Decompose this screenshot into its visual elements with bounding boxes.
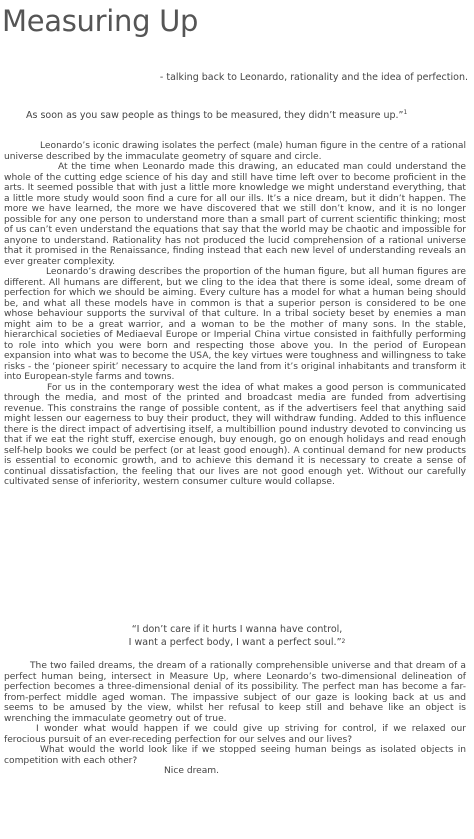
page-title: Measuring Up [2, 4, 199, 38]
paragraph: What would the world look like if we stopped seeing human beings as isolated objects in competition with each other? [4, 745, 466, 766]
paragraph: I wonder what would happen if we could give up striving for control, if we relaxed our ferocious pursuit of an ever-receding perfection for our selves and our lives? [4, 724, 466, 745]
lyric-line-2 [0, 637, 474, 650]
lyric-quote [0, 624, 474, 649]
footnote-marker: 1 [403, 109, 408, 116]
paragraph: At the time when Leonardo made this drawing, an educated man could understand the whole of the cutting edge science of his day and still have time left over to become proficient in the arts. It seemed possible that with just a little more knowledge we might understand everything, that a little more study would soon find a cure for all our ills. It’s a nice dream, but it didn’t happen. The more we have learned, the more we have discovered that we still don’t know, and it is no longer possible for any one person to understand more than a small part of current scientific thinking; most of us can’t even understand the equations that say that the world may be chaotic and impossible for anyone to understand. Rationality has not produced the lucid comprehension of a rational universe that it promised in the Renaissance, finding instead that each new level of understanding reveals an ever greater complexity. [4, 162, 466, 267]
opening-quote [26, 110, 407, 121]
paragraph: The two failed dreams, the dream of a rationally comprehensible universe and that dream of a perfect human being, intersect in Measure Up, where Leonardo’s two-dimensional delineation of perfection becomes a three-dimensional denial of its possibility. The perfect man has become a far-from-perfect middle aged woman. The impassive subject of our gaze is looking back at us and seems to be amused by the view, whilst her refusal to keep still and behave like an object is wrenching the immaculate geometry out of true. [4, 661, 466, 724]
lyric-line: “I don’t care if it hurts I wanna have control, [131, 624, 343, 635]
opening-quote-text: As soon as you saw people as things to be measured, they didn’t measure up.” [26, 110, 404, 121]
essay-closing [4, 661, 466, 777]
paragraph: Leonardo’s iconic drawing isolates the perfect (male) human figure in the centre of a rational universe described by the immaculate geometry of square and circle. [4, 141, 466, 162]
paragraph: For us in the contemporary west the idea of what makes a good person is communicated through the media, and most of the printed and broadcast media are funded from advertising revenue. This constrains the range of possible content, as if the advertisers feel that anything said might lessen our eagerness to buy their product, they will withdraw funding. Added to this influence there is the direct impact of advertising itself, a multibillion pound industry devoted to convincing us that if we eat the right stuff, exercise enough, buy enough, go on enough holidays and read enough self-help books we could be perfect (or at least good enough). A continual demand for new products is essential to economic growth, and to achieve this demand it is necessary to create a sense of continual dissatisfaction, the feeling that our lives are not good enough yet. Without our carefully cultivated sense of inferiority, western consumer culture would collapse. [4, 382, 466, 487]
subtitle: - talking back to Leonardo, rationality and the idea of perfection. [159, 72, 468, 83]
closing-line: Nice dream. [164, 766, 220, 776]
essay-body [4, 141, 466, 488]
footnote-marker: 2 [341, 637, 346, 645]
paragraph: Leonardo’s drawing describes the proportion of the human figure, but all human figures are different. All humans are different, but we cling to the idea that there is some ideal, some dream of perfection for which we should be aiming. Every culture has a model for what a human being should be, and what all these models have in common is that a superior person is considered to be one whose behaviour supports the survival of that culture. In a tribal society beset by enemies a man might aim to be a great warrior, and a woman to be the mother of many sons. In the stable, hierarchical societies of Mediaeval Europe or Imperial China virtue consisted in faithfully performing to role into which you were born and respecting those above you. In the period of European expansion into what was to become the USA, the key virtues were toughness and willingness to take risks - the ‘pioneer spirit’ necessary to acquire the land from it’s original inhabitants and transform it into European-style farms and towns. [4, 267, 466, 382]
lyric-line-text: I want a perfect body, I want a perfect soul.” [128, 636, 342, 648]
